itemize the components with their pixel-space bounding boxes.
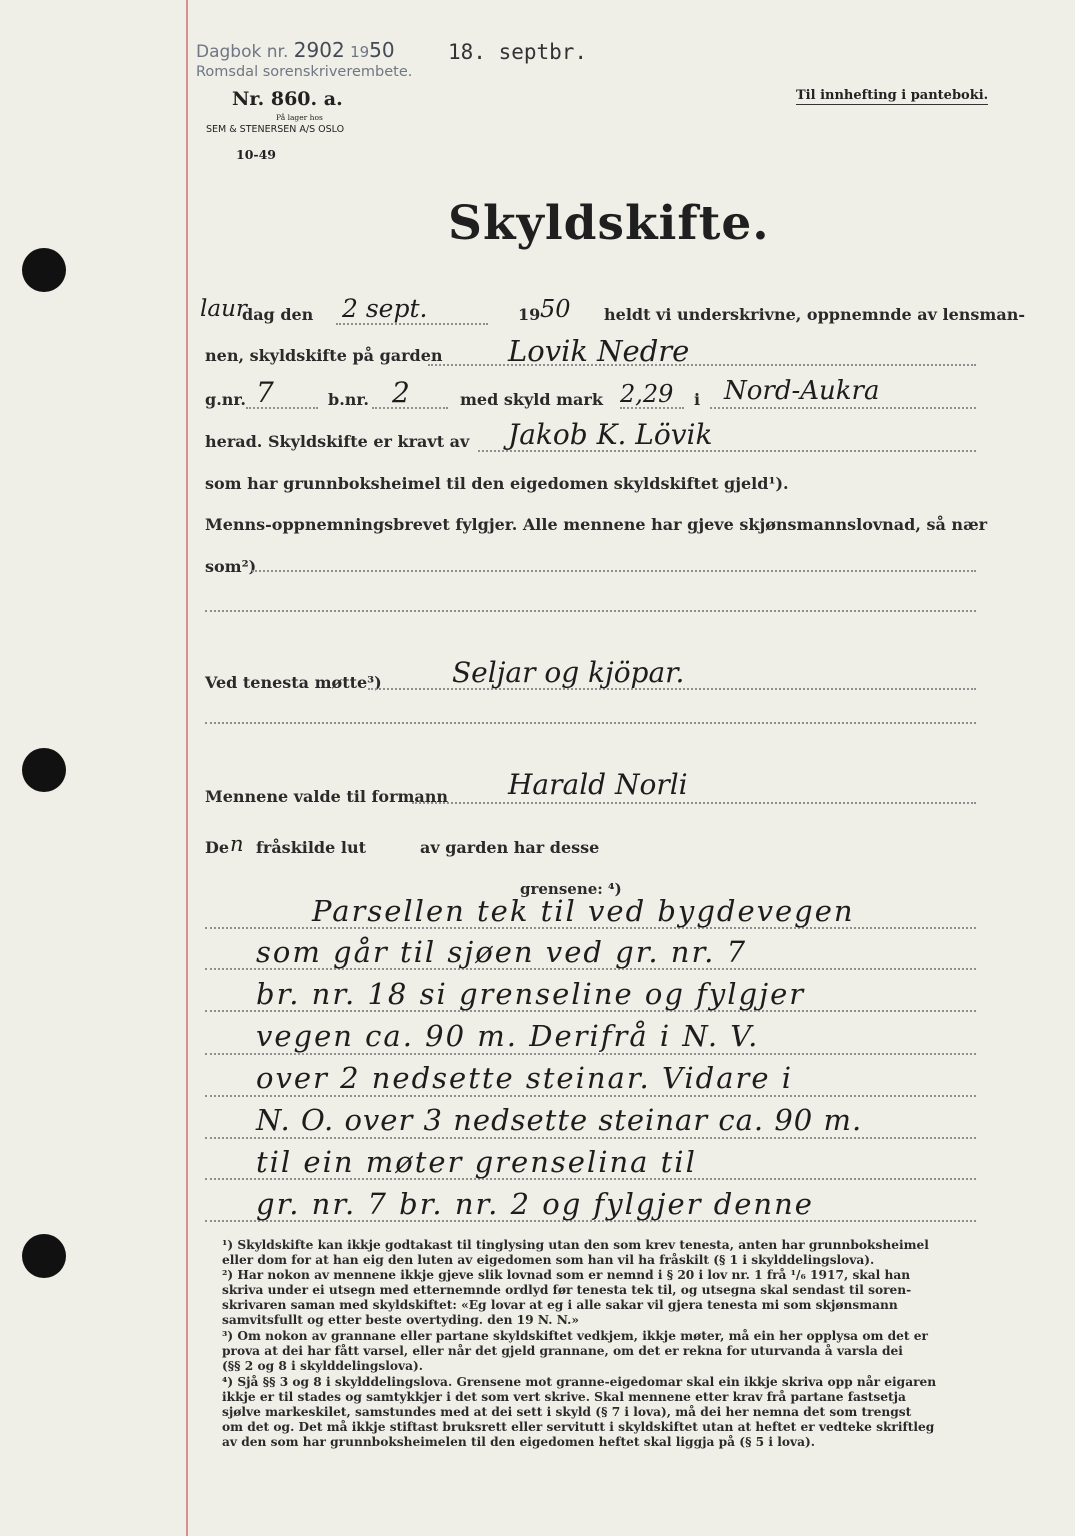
label-tenesta-motte: Ved tenesta møtte³) — [205, 673, 382, 692]
footnote-line: ¹) Skyldskifte kan ikkje godtakast til tinglysing utan den som krev tenesta, anten har grunnboksheimel — [222, 1238, 929, 1252]
label-garden: nen, skyldskifte på garden — [205, 346, 443, 365]
rule-boundary-4 — [205, 1053, 976, 1055]
requester-hand: Jakob K. Lövik — [508, 418, 713, 451]
edition: 10-49 — [236, 147, 276, 162]
label-formann: Mennene valde til formann — [205, 787, 449, 806]
label-de: De — [205, 838, 230, 857]
gnr-hand: 7 — [256, 376, 274, 409]
form-number: Nr. 860. a. — [232, 88, 343, 110]
stamp-year-suffix: 50 — [369, 38, 395, 62]
footnote-line: skrivaren saman med skyldskiftet: «Eg lovar at eg i alle sakar vil gjera tenesta mi som skjønsmann — [222, 1298, 898, 1312]
footnote-line: ²) Har nokon av mennene ikkje gjeve slik lovnad som er nemnd i § 20 i lov nr. 1 frå ¹/₆ 1917, skal han — [222, 1268, 911, 1282]
footnote-line: eller dom for at han eig den luten av eigedomen som han vil ha fråskilt (§ 1 i skylddelingslova). — [222, 1253, 875, 1267]
publisher-line1: På lager hos — [276, 113, 323, 122]
boundary-line-5: over 2 nedsette steinar. Vidare i — [256, 1061, 794, 1095]
footnote-line: om det og. Det må ikkje stiftast bruksrett eller servitutt i skyldskiftet utan at heftet er vedteke skriftleg — [222, 1420, 935, 1434]
boundary-line-2: som går til sjøen ved gr. nr. 7 — [256, 935, 748, 969]
label-dag-den: dag den — [242, 305, 314, 324]
bnr-hand: 2 — [392, 376, 410, 409]
year-print: 19 — [518, 305, 541, 324]
date-hand: 2 sept. — [342, 294, 428, 323]
stamp-date: 18. septbr. — [448, 40, 588, 64]
footnote-line: samvitsfullt og etter beste overtyding. den 19 N. N.» — [222, 1313, 579, 1327]
publisher-line2: SEM & STENERSEN A/S OSLO — [206, 124, 345, 135]
stamp-dagbok — [196, 38, 395, 62]
punch-hole-bottom — [22, 1234, 66, 1278]
label-som: som²) — [205, 557, 257, 576]
label-gnr: g.nr. — [205, 390, 246, 409]
footnote-line: skriva under ei utsegn med etternemnde ordlyd før tenesta tek til, og utsegna skal sendast til soren- — [222, 1283, 912, 1297]
label-kravt: herad. Skyldskifte er kravt av — [205, 432, 470, 451]
weekday-hand: laur — [200, 296, 247, 322]
footnote-line: prova at dei har fått varsel, eller når det gjeld grannane, om det er rekna for uturvanda å varsla dei — [222, 1344, 903, 1358]
punch-hole-top — [22, 248, 66, 292]
stamp-dagbok-number: 2902 — [293, 38, 345, 62]
de-suffix-hand: n — [230, 832, 244, 856]
farm-name-hand: Lovik Nedre — [508, 334, 690, 368]
footnote-line: ³) Om nokon av grannane eller partane skyldskiftet vedkjem, ikkje møter, må ein her opplysa om det er — [222, 1329, 928, 1343]
footnote-line: ikkje er til stades og samtykkjer i det som vert skrive. Skal mennene etter krav frå partane fastsetja — [222, 1390, 906, 1404]
stamp-office: Romsdal sorenskriverembete. — [196, 64, 413, 80]
label-bnr: b.nr. — [328, 390, 369, 409]
binding-note-text: Til innhefting i panteboki. — [796, 88, 989, 103]
rule-boundary-5 — [205, 1095, 976, 1097]
line-menns-oppnemning: Menns-oppnemningsbrevet fylgjer. Alle mennene har gjeve skjønsmannslovnad, så nær — [205, 515, 988, 534]
boundary-line-8: gr. nr. 7 br. nr. 2 og fylgjer denne — [256, 1187, 814, 1221]
skyld-hand: 2,29 — [620, 380, 674, 408]
footnote-line: sjølve markeskilet, samstundes med at dei sett i skyld (§ 7 i lova), må dei her nemna det som trengst — [222, 1405, 912, 1419]
line-grunnboksheimel: som har grunnboksheimel til den eigedomen skyldskiftet gjeld¹). — [205, 474, 789, 493]
rule-boundary-6 — [205, 1137, 976, 1139]
boundary-line-7: til ein møter grenselina til — [256, 1145, 697, 1179]
footnote-line: (§§ 2 og 8 i skylddelingslova). — [222, 1359, 424, 1373]
dots-bnr — [372, 407, 448, 409]
boundary-line-6: N. O. over 3 nedsette steinar ca. 90 m. — [256, 1103, 863, 1137]
binding-note-underline — [796, 104, 988, 105]
binding-note — [796, 88, 988, 105]
boundary-line-1: Parsellen tek til ved bygdevegen — [312, 894, 855, 928]
dots-herad — [710, 407, 976, 409]
dots-formann — [412, 802, 976, 804]
year-hand: 50 — [540, 295, 571, 323]
boundary-line-4: vegen ca. 90 m. Derifrå i N. V. — [256, 1019, 760, 1053]
label-skyld: med skyld mark — [460, 390, 603, 409]
footnotes — [222, 1238, 982, 1468]
footnote-line: ⁴) Sjå §§ 3 og 8 i skylddelingslova. Grensene mot granne-eigedomar skal ein ikkje skriva opp når eigaren — [222, 1375, 937, 1389]
margin-rule — [186, 0, 188, 1536]
label-grensene: grensene: ⁴) — [520, 880, 622, 898]
dots-blank-1 — [205, 610, 976, 612]
boundary-line-3: br. nr. 18 si grenseline og fylgjer — [256, 977, 806, 1011]
stamp-dagbok-label: Dagbok nr. — [196, 42, 289, 62]
punch-hole-middle — [22, 748, 66, 792]
attended-hand: Seljar og kjöpar. — [452, 656, 685, 689]
page-title: Skyldskifte. — [448, 196, 770, 251]
herad-hand: Nord-Aukra — [724, 376, 880, 406]
label-fraskilde-lut: fråskilde lut — [256, 838, 366, 857]
dots-blank-2 — [205, 722, 976, 724]
label-av-garden: av garden har desse — [420, 838, 600, 857]
stamp-year-prefix: 19 — [350, 43, 370, 61]
label-i: i — [694, 390, 701, 409]
dots-som — [252, 570, 976, 572]
footnote-line: av den som har grunnboksheimelen til den eigedomen heftet skal liggja på (§ 5 i lova). — [222, 1435, 816, 1449]
dots-date — [336, 323, 488, 325]
formann-hand: Harald Norli — [508, 768, 688, 801]
label-heldt: heldt vi underskrivne, oppnemnde av lensman- — [604, 305, 1025, 324]
